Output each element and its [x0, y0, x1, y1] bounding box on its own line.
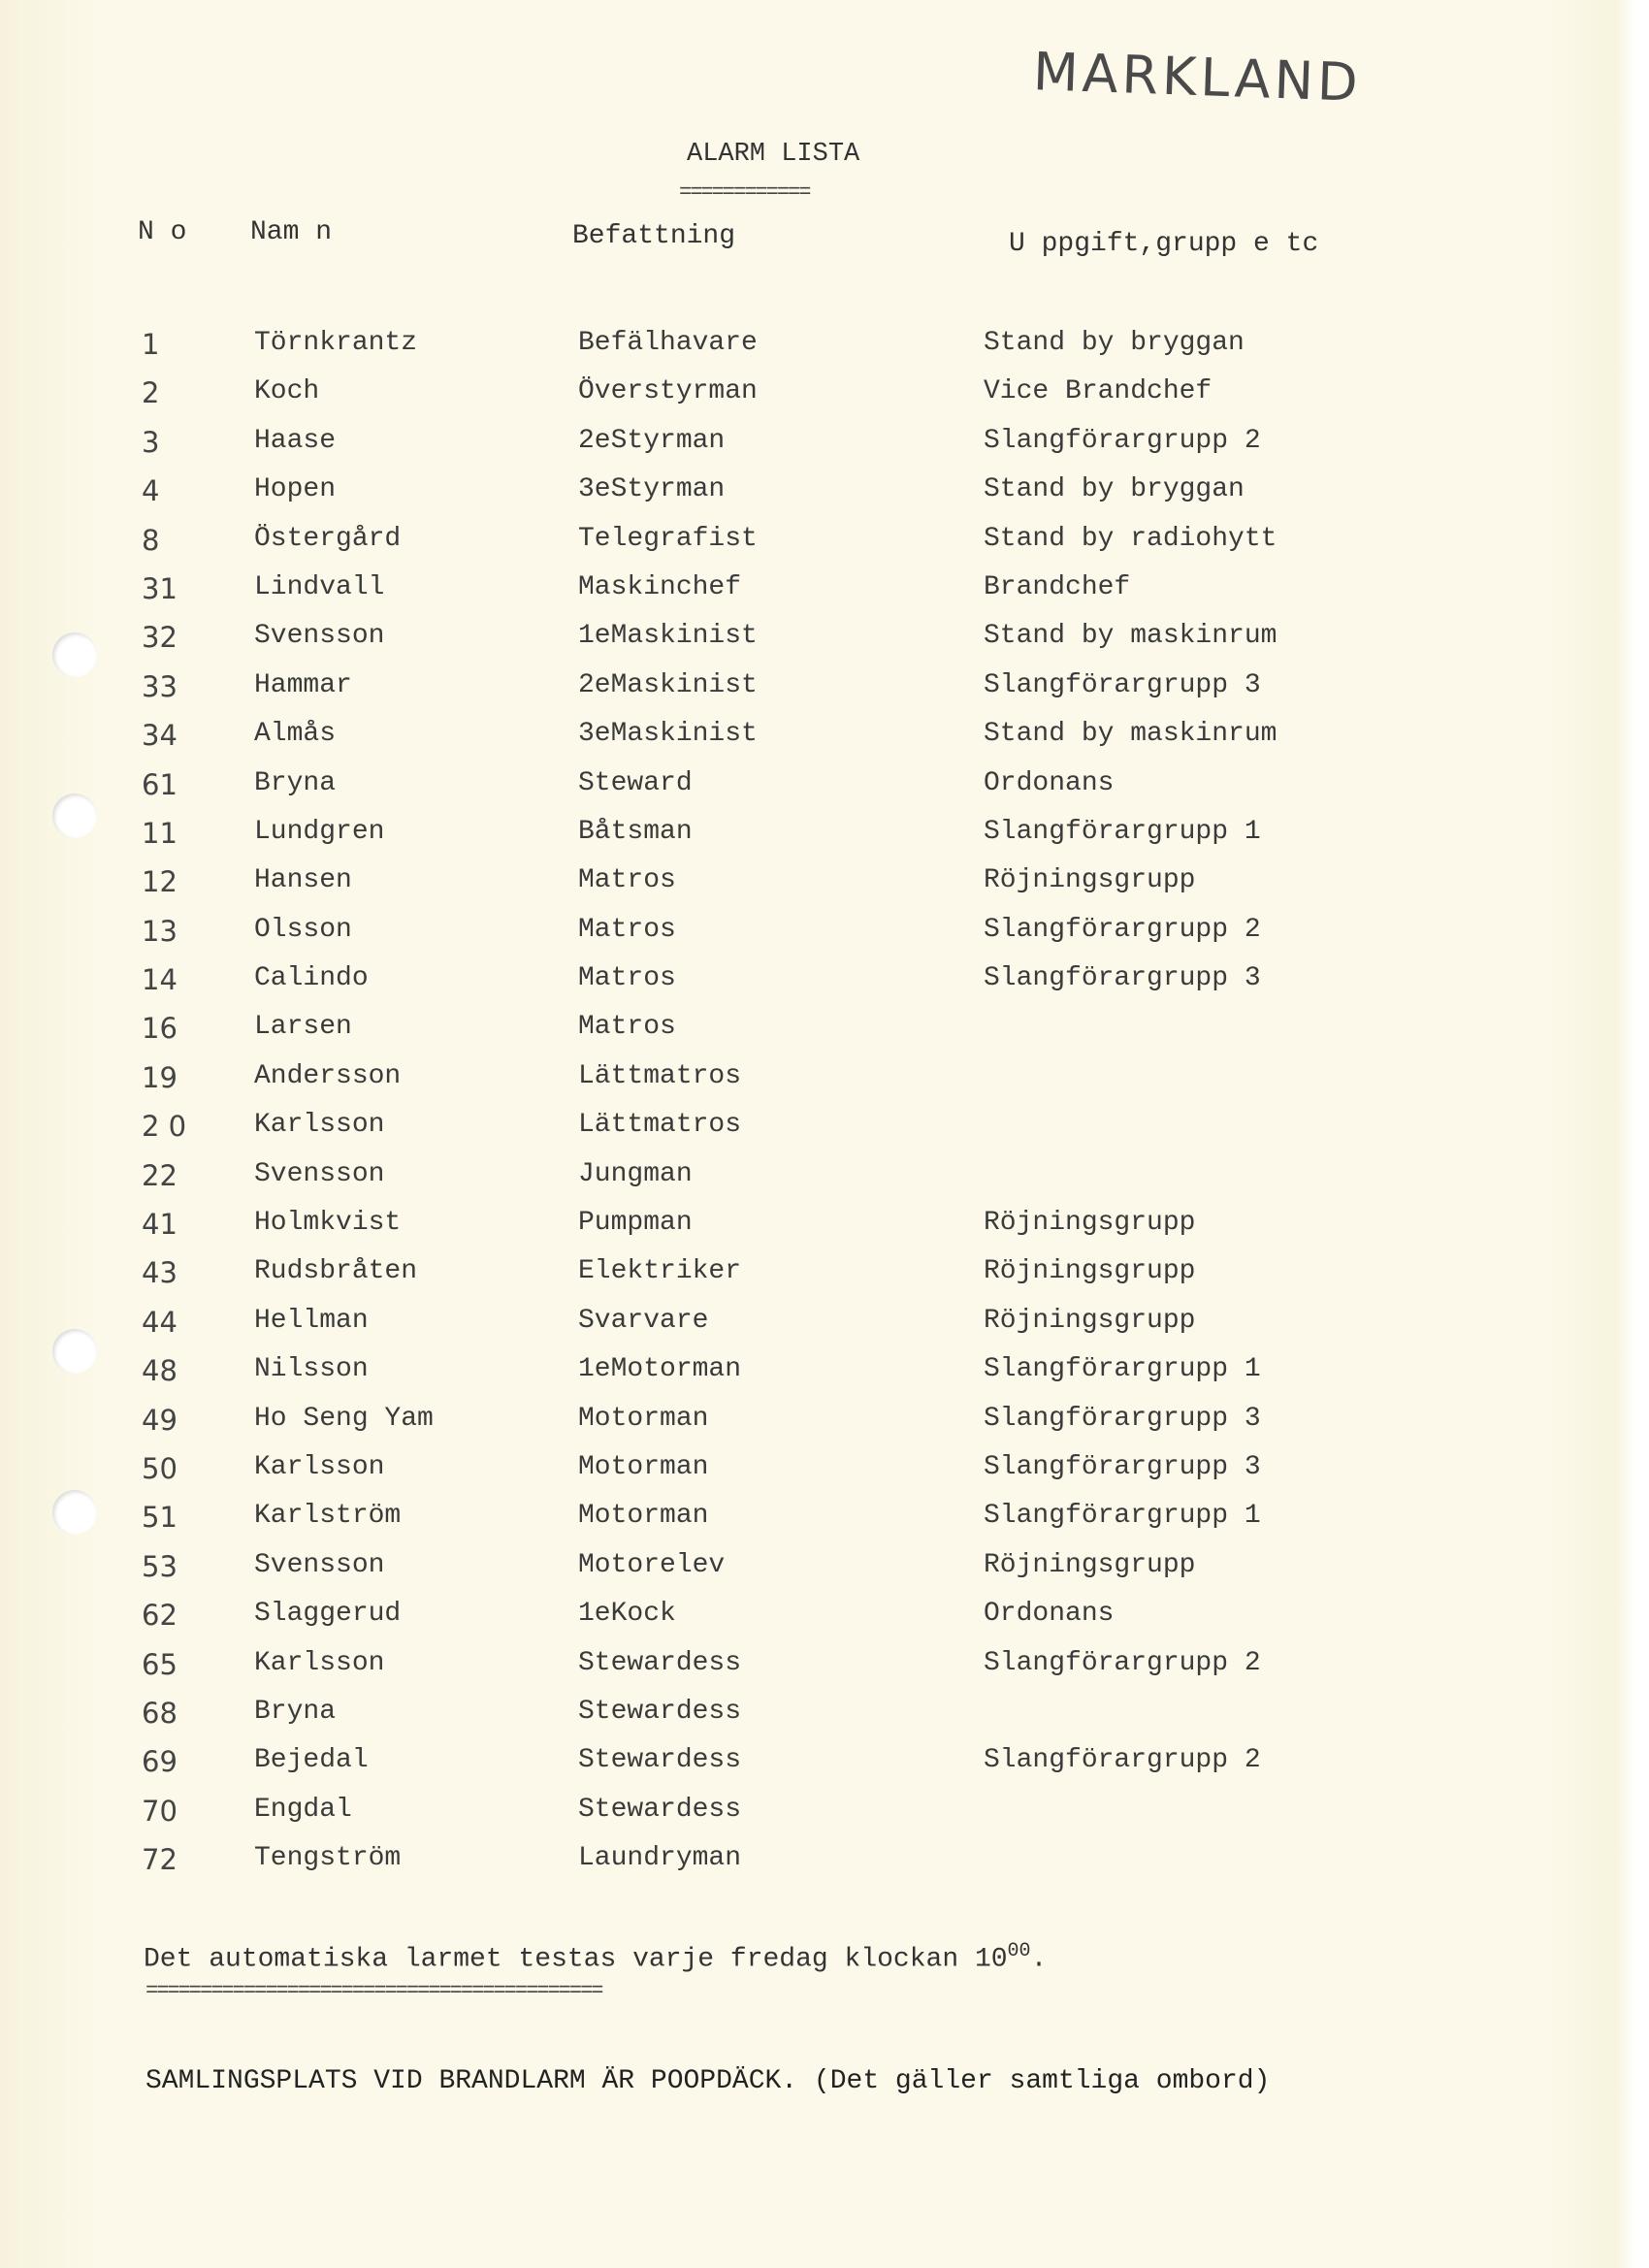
assembly-point-note: SAMLINGSPLATS VID BRANDLARM ÄR POOPDÄCK. (Det gäller samtliga ombord) [146, 2066, 1271, 2096]
note-underline: ========================================== [146, 1979, 602, 2003]
crew-name: Engdal [254, 1794, 352, 1825]
crew-position: 2eMaskinist [578, 669, 758, 700]
table-row [0, 1106, 1649, 1154]
crew-number: 41 [142, 1208, 178, 1242]
crew-name: Haase [254, 425, 337, 456]
crew-position: Steward [578, 767, 693, 798]
crew-name: Östergård [254, 523, 402, 554]
table-row [0, 568, 1649, 617]
crew-task: Stand by radiohytt [984, 523, 1277, 554]
crew-position: Svarvare [578, 1305, 709, 1336]
crew-name: Tengström [254, 1843, 402, 1874]
crew-number: 34 [142, 719, 178, 753]
table-row [0, 1448, 1649, 1497]
table-row [0, 617, 1649, 665]
crew-number: 19 [142, 1060, 178, 1094]
table-row [0, 1204, 1649, 1252]
crew-position: Motorman [578, 1451, 709, 1482]
crew-position: 2eStyrman [578, 425, 726, 456]
crew-number: 22 [142, 1158, 178, 1192]
column-header-no: N o [138, 217, 187, 247]
crew-name: Nilsson [254, 1354, 369, 1385]
table-row [0, 1350, 1649, 1399]
crew-name: Hopen [254, 474, 337, 505]
crew-task: Slangförargrupp 2 [984, 1745, 1261, 1776]
table-row [0, 1400, 1649, 1448]
crew-name: Bryna [254, 767, 337, 798]
crew-task: Röjningsgrupp [984, 865, 1196, 896]
table-row [0, 1839, 1649, 1888]
crew-task: Slangförargrupp 3 [984, 963, 1261, 994]
crew-task: Brandchef [984, 571, 1131, 602]
crew-number: 14 [142, 963, 178, 997]
crew-name: Olsson [254, 914, 352, 945]
crew-number: 72 [142, 1843, 178, 1877]
crew-name: Slaggerud [254, 1599, 402, 1630]
punch-hole [52, 1490, 97, 1535]
table-row [0, 959, 1649, 1008]
crew-task: Röjningsgrupp [984, 1256, 1196, 1287]
table-row [0, 1791, 1649, 1839]
table-row [0, 911, 1649, 959]
punch-hole [52, 632, 97, 677]
table-row [0, 666, 1649, 715]
crew-task: Ordonans [984, 1599, 1115, 1630]
crew-number: 11 [142, 816, 178, 850]
crew-task: Slangförargrupp 2 [984, 1647, 1261, 1678]
crew-name: Karlström [254, 1501, 402, 1532]
crew-name: Hansen [254, 865, 352, 896]
crew-name: Rudsbråten [254, 1256, 418, 1287]
crew-task: Slangförargrupp 3 [984, 1451, 1261, 1482]
table-row [0, 1008, 1649, 1056]
crew-name: Bryna [254, 1696, 337, 1727]
crew-name: Almås [254, 719, 337, 750]
crew-name: Bejedal [254, 1745, 369, 1776]
crew-name: Lindvall [254, 571, 385, 602]
handwritten-ship-name: MARKLAND [1032, 41, 1363, 113]
table-row [0, 1302, 1649, 1350]
crew-position: Befälhavare [578, 328, 758, 358]
crew-number: 8 [142, 523, 160, 557]
crew-task: Slangförargrupp 1 [984, 816, 1261, 847]
table-row [0, 1546, 1649, 1595]
crew-task: Röjningsgrupp [984, 1305, 1196, 1336]
crew-number: 53 [142, 1549, 178, 1583]
crew-number: 16 [142, 1012, 178, 1046]
crew-number: 13 [142, 914, 178, 948]
crew-number: 2 0 [142, 1110, 187, 1144]
crew-position: 1eMotorman [578, 1354, 742, 1385]
crew-position: Stewardess [578, 1745, 742, 1776]
crew-number: 31 [142, 571, 178, 605]
table-row [0, 1155, 1649, 1204]
crew-task: Stand by maskinrum [984, 719, 1277, 750]
crew-number: 12 [142, 865, 178, 899]
table-row [0, 1057, 1649, 1106]
crew-position: Lättmatros [578, 1110, 742, 1141]
table-row [0, 1644, 1649, 1693]
table-row [0, 813, 1649, 861]
crew-position: Stewardess [578, 1696, 742, 1727]
crew-position: Telegrafist [578, 523, 758, 554]
crew-position: Matros [578, 865, 676, 896]
table-row [0, 373, 1649, 421]
table-row [0, 324, 1649, 373]
table-row [0, 1693, 1649, 1741]
crew-number: 49 [142, 1403, 178, 1437]
crew-task: Stand by bryggan [984, 474, 1245, 505]
crew-position: Jungman [578, 1158, 693, 1189]
crew-position: Stewardess [578, 1794, 742, 1825]
crew-name: Ho Seng Yam [254, 1403, 434, 1434]
column-header-position: Befattning [572, 221, 736, 251]
table-row [0, 861, 1649, 910]
crew-position: 1eMaskinist [578, 621, 758, 652]
alarm-test-note-text: Det automatiska larmet testas varje fredag klockan 10 [144, 1944, 1008, 1975]
crew-position: Matros [578, 963, 676, 994]
crew-task: Stand by maskinrum [984, 621, 1277, 652]
crew-task: Vice Brandchef [984, 376, 1212, 407]
table-row [0, 422, 1649, 470]
crew-task: Slangförargrupp 3 [984, 669, 1261, 700]
punch-hole [52, 794, 97, 838]
crew-task: Slangförargrupp 3 [984, 1403, 1261, 1434]
crew-position: 1eKock [578, 1599, 676, 1630]
crew-name: Hellman [254, 1305, 369, 1336]
crew-name: Karlsson [254, 1647, 385, 1678]
table-row [0, 764, 1649, 813]
crew-position: Lättmatros [578, 1060, 742, 1091]
crew-number: 3 [142, 425, 160, 459]
column-header-task: U ppgift,grupp e tc [1009, 229, 1319, 259]
crew-name: Koch [254, 376, 320, 407]
crew-number: 32 [142, 621, 178, 655]
crew-task: Slangförargrupp 1 [984, 1354, 1261, 1385]
crew-number: 61 [142, 767, 178, 801]
crew-name: Larsen [254, 1012, 352, 1043]
table-row [0, 1595, 1649, 1643]
crew-position: Elektriker [578, 1256, 742, 1287]
crew-number: 4 [142, 474, 160, 508]
crew-name: Törnkrantz [254, 328, 418, 358]
crew-position: Överstyrman [578, 376, 758, 407]
crew-position: 3eStyrman [578, 474, 726, 505]
crew-name: Lundgren [254, 816, 385, 847]
crew-number: 43 [142, 1256, 178, 1290]
crew-position: Motorman [578, 1501, 709, 1532]
crew-number: 50 [142, 1451, 178, 1485]
crew-position: Matros [578, 1012, 676, 1043]
crew-task: Stand by bryggan [984, 328, 1245, 358]
crew-number: 65 [142, 1647, 178, 1681]
table-row [0, 1497, 1649, 1545]
title-underline: ============ [679, 180, 810, 205]
crew-name: Svensson [254, 1158, 385, 1189]
document-title: ALARM LISTA [687, 140, 860, 169]
crew-number: 44 [142, 1305, 178, 1339]
crew-number: 2 [142, 376, 160, 410]
crew-name: Svensson [254, 1549, 385, 1580]
crew-number: 69 [142, 1745, 178, 1779]
crew-position: Motorelev [578, 1549, 726, 1580]
crew-position: Maskinchef [578, 571, 742, 602]
table-row [0, 1252, 1649, 1301]
table-row [0, 470, 1649, 519]
crew-task: Ordonans [984, 767, 1115, 798]
crew-number: 68 [142, 1696, 178, 1730]
alarm-test-time-superscript: 00 [1007, 1940, 1031, 1962]
crew-number: 51 [142, 1501, 178, 1535]
crew-name: Karlsson [254, 1110, 385, 1141]
crew-name: Karlsson [254, 1451, 385, 1482]
crew-number: 70 [142, 1794, 178, 1828]
crew-position: Pumpman [578, 1208, 693, 1239]
alarm-test-note-end: . [1030, 1944, 1048, 1975]
crew-name: Calindo [254, 963, 369, 994]
crew-number: 48 [142, 1354, 178, 1388]
crew-list [0, 324, 1649, 1889]
alarm-test-note [144, 1940, 1047, 1974]
crew-position: Motorman [578, 1403, 709, 1434]
crew-task: Röjningsgrupp [984, 1549, 1196, 1580]
crew-name: Holmkvist [254, 1208, 402, 1239]
page-edge [1614, 0, 1649, 2268]
crew-position: Stewardess [578, 1647, 742, 1678]
crew-name: Hammar [254, 669, 352, 700]
column-header-name: Nam n [250, 217, 333, 247]
crew-task: Slangförargrupp 2 [984, 914, 1261, 945]
table-row [0, 520, 1649, 568]
crew-number: 33 [142, 669, 178, 703]
crew-task: Slangförargrupp 2 [984, 425, 1261, 456]
crew-position: 3eMaskinist [578, 719, 758, 750]
crew-number: 1 [142, 328, 160, 361]
crew-number: 62 [142, 1599, 178, 1633]
crew-task: Röjningsgrupp [984, 1208, 1196, 1239]
crew-position: Matros [578, 914, 676, 945]
crew-position: Laundryman [578, 1843, 742, 1874]
crew-name: Andersson [254, 1060, 402, 1091]
table-row [0, 1741, 1649, 1790]
crew-position: Båtsman [578, 816, 693, 847]
table-row [0, 715, 1649, 763]
crew-task: Slangförargrupp 1 [984, 1501, 1261, 1532]
punch-hole [52, 1329, 97, 1374]
crew-name: Svensson [254, 621, 385, 652]
